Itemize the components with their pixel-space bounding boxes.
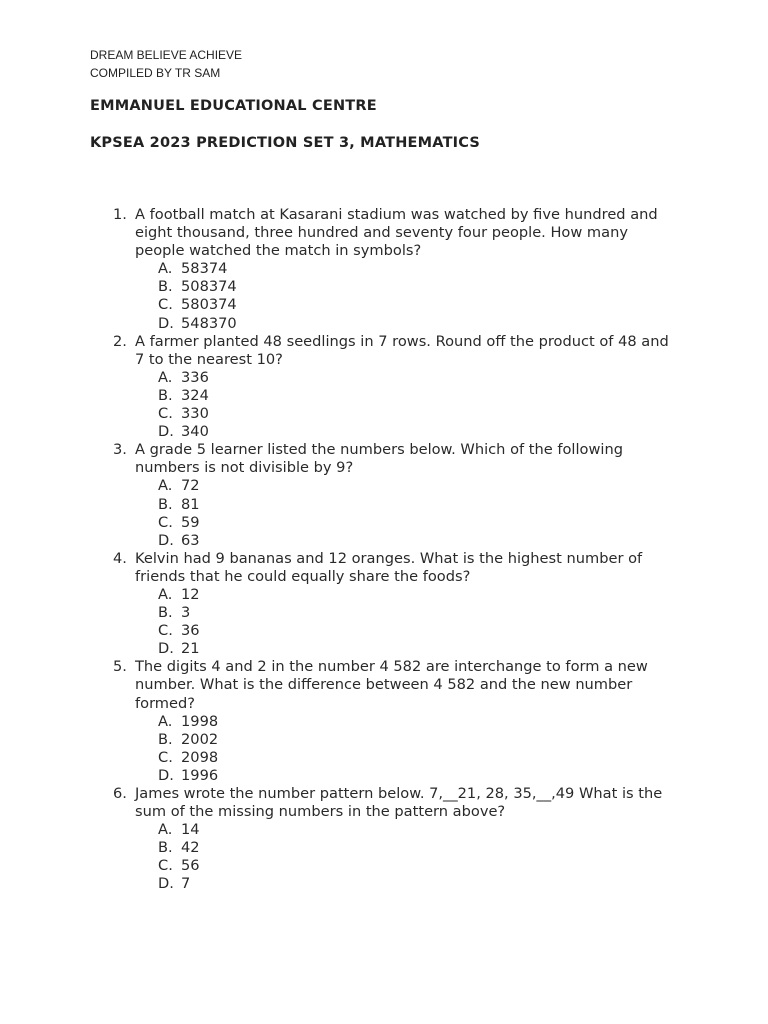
question-item — [0, 441, 768, 550]
option-letter: A. — [158, 585, 173, 603]
option-letter: D. — [158, 875, 174, 893]
answer-option — [0, 387, 768, 405]
option-value: 59 — [181, 513, 200, 531]
answer-option — [0, 296, 768, 314]
option-letter: B. — [158, 495, 173, 513]
option-letter: C. — [158, 857, 173, 875]
option-letter: B. — [158, 730, 173, 748]
question-text: Kelvin had 9 bananas and 12 oranges. What is the highest number of friends that he could equally share the foods? — [135, 549, 643, 585]
option-letter: D. — [158, 640, 174, 658]
option-value: 56 — [181, 857, 200, 875]
option-value: 42 — [181, 839, 200, 857]
answer-option — [0, 821, 768, 839]
option-value: 340 — [181, 423, 209, 441]
answer-option — [0, 514, 768, 532]
option-value: 3 — [181, 604, 191, 622]
option-letter: D. — [158, 531, 174, 549]
question-number: 6. — [113, 785, 127, 802]
answer-option — [0, 315, 768, 333]
option-value: 58374 — [181, 260, 228, 278]
answer-option — [0, 423, 768, 441]
answer-option — [0, 532, 768, 550]
question-list — [0, 206, 768, 894]
answer-option — [0, 477, 768, 495]
question-item — [0, 206, 768, 333]
answer-option — [0, 496, 768, 514]
question-item — [0, 333, 768, 442]
question-number: 5. — [113, 658, 127, 676]
option-value: 7 — [181, 875, 191, 893]
option-value: 548370 — [181, 314, 237, 332]
answer-option — [0, 839, 768, 857]
question-text: James wrote the number pattern below. 7,__21, 28, 35,__,49 What is the sum of the missing numbers in the pattern above? — [135, 785, 663, 821]
motto-line: DREAM BELIEVE ACHIEVE — [90, 48, 243, 62]
answer-option — [0, 604, 768, 622]
question-number: 2. — [113, 332, 127, 350]
option-letter: B. — [158, 839, 173, 857]
paper-title: KPSEA 2023 PREDICTION SET 3, MATHEMATICS — [90, 135, 481, 151]
question-text: A farmer planted 48 seedlings in 7 rows. Round off the product of 48 and 7 to the nearest 10? — [135, 332, 669, 368]
option-value: 330 — [181, 405, 209, 423]
option-letter: C. — [158, 296, 173, 314]
option-letter: B. — [158, 278, 173, 296]
option-letter: A. — [158, 260, 173, 278]
option-letter: A. — [158, 712, 173, 730]
option-letter: A. — [158, 821, 173, 839]
answer-option — [0, 857, 768, 875]
option-value: 1998 — [181, 712, 219, 730]
option-letter: B. — [158, 386, 173, 404]
option-value: 1996 — [181, 766, 219, 784]
answer-option — [0, 622, 768, 640]
question-item — [0, 550, 768, 659]
answer-option — [0, 586, 768, 604]
question-item — [0, 658, 768, 785]
option-value: 508374 — [181, 278, 237, 296]
option-letter: C. — [158, 622, 173, 640]
option-value: 14 — [181, 821, 200, 839]
answer-option — [0, 767, 768, 785]
option-value: 21 — [181, 640, 200, 658]
answer-option — [0, 731, 768, 749]
option-value: 81 — [181, 495, 200, 513]
option-value: 2098 — [181, 748, 219, 766]
option-letter: C. — [158, 405, 173, 423]
option-value: 72 — [181, 477, 200, 495]
question-number: 4. — [113, 549, 127, 567]
option-value: 36 — [181, 622, 200, 640]
answer-option — [0, 713, 768, 731]
answer-option — [0, 749, 768, 767]
option-letter: C. — [158, 748, 173, 766]
question-number: 1. — [113, 206, 127, 223]
option-value: 336 — [181, 368, 209, 386]
answer-option — [0, 875, 768, 893]
school-name: EMMANUEL EDUCATIONAL CENTRE — [90, 98, 377, 114]
option-value: 2002 — [181, 730, 219, 748]
option-value: 63 — [181, 531, 200, 549]
question-number: 3. — [113, 441, 127, 459]
option-letter: B. — [158, 604, 173, 622]
answer-option — [0, 369, 768, 387]
question-text: A football match at Kasarani stadium was watched by five hundred and eight thousand, three hundred and seventy four people. How many people watched the match in symbols? — [135, 206, 658, 260]
question-text: The digits 4 and 2 in the number 4 582 are interchange to form a new number. What is the difference between 4 582 and the new number formed? — [135, 658, 648, 712]
answer-option — [0, 640, 768, 658]
answer-option — [0, 278, 768, 296]
question-item — [0, 785, 768, 894]
option-value: 580374 — [181, 296, 237, 314]
option-letter: D. — [158, 766, 174, 784]
answer-option — [0, 405, 768, 423]
compiler-line: COMPILED BY TR SAM — [90, 66, 221, 80]
option-letter: A. — [158, 368, 173, 386]
question-text: A grade 5 learner listed the numbers below. Which of the following numbers is not divisible by 9? — [135, 441, 623, 477]
option-letter: C. — [158, 513, 173, 531]
option-value: 12 — [181, 585, 200, 603]
option-letter: A. — [158, 477, 173, 495]
option-letter: D. — [158, 314, 174, 332]
option-letter: D. — [158, 423, 174, 441]
option-value: 324 — [181, 386, 209, 404]
answer-option — [0, 260, 768, 278]
